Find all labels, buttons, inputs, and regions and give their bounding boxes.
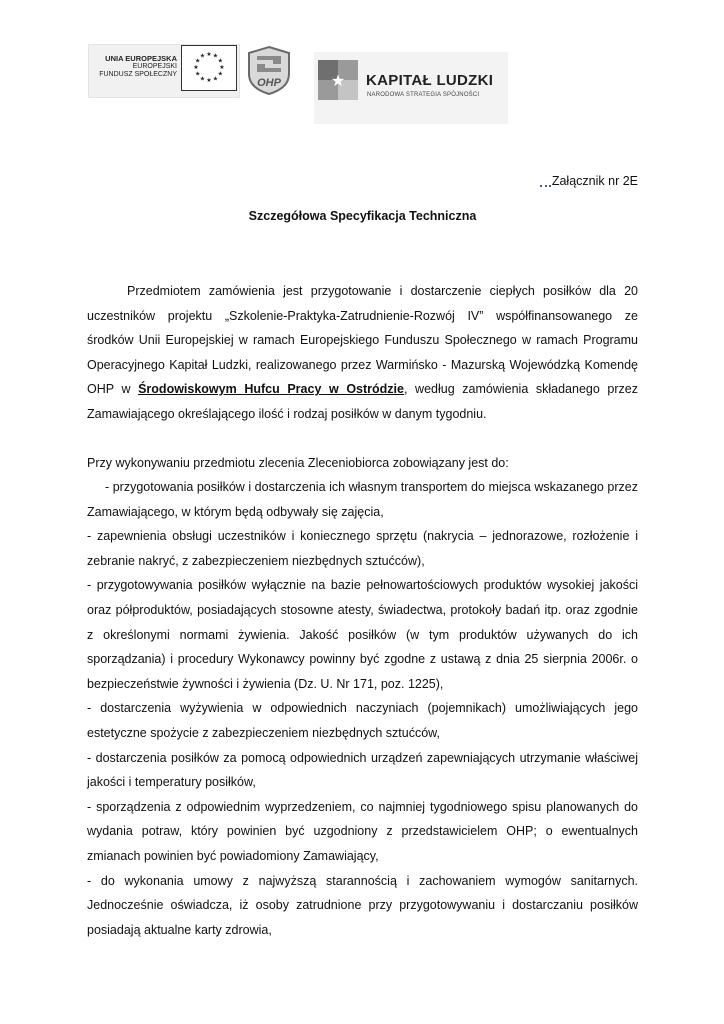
svg-text:★: ★ — [199, 75, 206, 83]
obligation-item: - przygotowywania posiłków wyłącznie na bazie pełnowartościowych produktów wysokiej jakości oraz półproduktów, posiadających stosowne atesty, świadectwa, protokoły badań itp. oraz zgodnie z określonymi normami żywienia. Jakość posiłków (w tym produktów używanych do ich sporządzania) i procedury Wykonawcy powinny być zgodne z ustawą z dnia 25 sierpnia 2006r. o bezpieczeństwie żywności i żywienia (Dz. U. Nr 171, poz. 1225), — [87, 578, 638, 691]
obligation-item: - dostarczenia posiłków za pomocą odpowiednich urządzeń zapewniających utrzymanie właściwej jakości i temperatury posiłków, — [87, 750, 638, 790]
main-paragraph — [87, 279, 638, 427]
svg-text:★: ★ — [195, 57, 201, 65]
obligations-intro: Przy wykonywaniu przedmiotu zlecenia Zleceniobiorca zobowiązany jest do: — [87, 456, 509, 470]
kapital-ludzki-logo — [314, 52, 508, 124]
edit-marker-icon — [540, 181, 551, 187]
eu-logo-line3: FUNDUSZ SPOŁECZNY — [99, 71, 177, 78]
eu-flag-icon — [181, 45, 237, 91]
ohp-logo — [243, 44, 295, 96]
logo-strip — [88, 44, 508, 124]
document-title: Szczegółowa Specyfikacja Techniczna — [248, 209, 477, 223]
obligation-item: - zapewnienia obsługi uczestników i koniecznego sprzętu (nakrycia – jednorazowe, rozłożenie i zebranie nakryć, z zabezpieczeniem niezbędnych sztućców), — [87, 529, 638, 568]
hufiec-name: Środowiskowym Hufcu Pracy w Ostródzie — [138, 382, 404, 397]
kapital-ludzki-emblem-icon — [316, 58, 360, 102]
svg-text:★: ★ — [206, 77, 212, 84]
svg-text:★: ★ — [219, 64, 225, 71]
svg-text:★: ★ — [212, 75, 219, 83]
eu-efs-logo — [88, 44, 240, 98]
svg-text:★: ★ — [217, 70, 223, 78]
svg-text:★: ★ — [193, 64, 199, 71]
eu-logo-text — [93, 55, 177, 79]
obligation-item: - do wykonania umowy z najwyższą starannością i zachowaniem wymogów sanitarnych. Jednocześnie oświadcza, iż osoby zatrudnione przy przygotowywaniu i dostarczaniu posiłków posiadają aktualne karty zdrowia, — [87, 873, 638, 937]
svg-text:★: ★ — [330, 71, 346, 90]
svg-text:★: ★ — [217, 57, 223, 65]
obligations-list — [87, 475, 638, 942]
annex-label — [540, 173, 638, 189]
eu-logo-line2: EUROPEJSKI — [132, 63, 177, 70]
obligation-item: - przygotowania posiłków i dostarczenia ich własnym transportem do miejsca wskazanego przez Zamawiającego, w którym będą odbywały się zajęcia, — [87, 480, 638, 519]
ohp-logo-text: OHP — [257, 77, 281, 89]
annex-label-text: Załącznik nr 2E — [551, 174, 638, 188]
paragraph-text-after: , według zamówienia składanego przez Zamawiającego określającego ilość i rodzaj posiłków w danym tygodniu. — [87, 382, 638, 421]
svg-text:★: ★ — [206, 51, 212, 58]
paragraph-text-before: Przedmiotem zamówienia jest przygotowanie i dostarczenie ciepłych posiłków dla 20 uczestników projektu „Szkolenie-Praktyka-Zatrudnienie-Rozwój IV” współfinansowanego ze środków Unii Europejskiej w ramach Europejskiego Funduszu Społecznego w ramach Programu Operacyjnego Kapitał Ludzki, realizowanego przez Warmińsko - Mazurską Wojewódzką Komendę OHP w — [87, 284, 638, 397]
svg-text:★: ★ — [199, 52, 206, 60]
kapital-ludzki-title: KAPITAŁ LUDZKI — [366, 72, 494, 89]
obligation-item: - sporządzenia z odpowiednim wyprzedzeniem, co najmniej tygodniowego spisu planowanych do wydania potraw, który powinien być uzgodniony z przedstawicielem OHP; o ewentualnych zmianach powinien być powiadomiony Zamawiający, — [87, 799, 638, 863]
eu-logo-line1: UNIA EUROPEJSKA — [105, 54, 177, 63]
obligation-item: - dostarczenia wyżywienia w odpowiednich naczyniach (pojemnikach) umożliwiających jego estetyczne spożycie z zabezpieczeniem niezbędnych sztućców, — [87, 701, 638, 740]
svg-text:★: ★ — [212, 52, 219, 60]
svg-text:★: ★ — [195, 70, 201, 78]
kapital-ludzki-subtitle: NARODOWA STRATEGIA SPÓJNOŚCI — [367, 92, 480, 98]
